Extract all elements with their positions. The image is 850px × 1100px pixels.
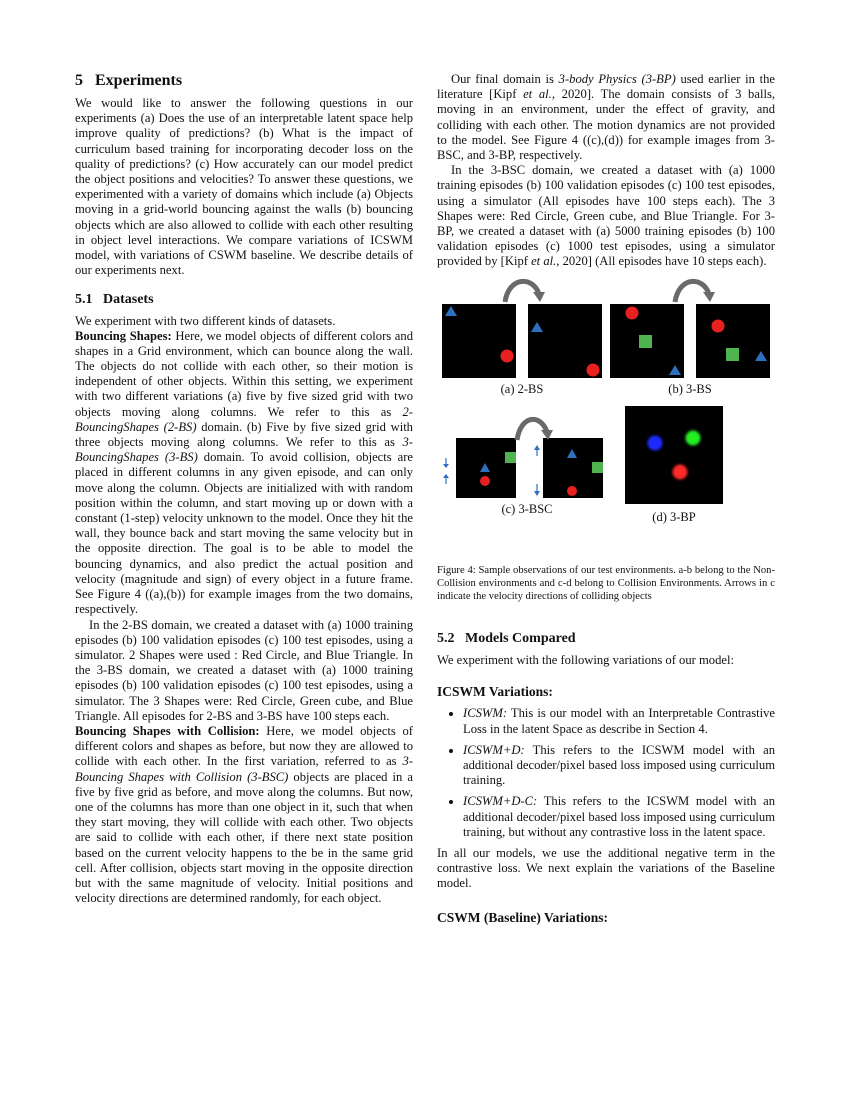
list-item — [463, 743, 775, 789]
frame-balls — [625, 406, 723, 504]
blue-triangle — [480, 463, 490, 472]
subsection-title-datasets: 5.1 Datasets — [75, 292, 154, 308]
bouncing-collision-label: Bouncing Shapes with Collision: — [75, 723, 260, 738]
green-square — [726, 348, 739, 361]
bsc-text-1: Here, we model objects of different colors and shapes as before, but now they are allowed to collide with each other. In the first variation, referred to as — [75, 723, 413, 769]
list-item — [463, 794, 775, 840]
blue-triangle — [531, 322, 543, 332]
caption-b: (b) 3-BS — [668, 381, 712, 396]
intro-paragraph: We would like to answer the following questions in our experiments (a) Does the use of an interpretable latent space help improve quality of predictions? (b) What is the impact of curriculum based training for incorporating decoder loss on the quality of predictions? (c) How accurately can our model predict the object positions and velocities? To answer these questions, we experimented with a variety of domains which include (a) Objects moving in a grid-world bouncing against the walls (b) bouncing objects which are also allowed to collide with each other resulting in object level interactions. We compare variations of ICSWM model, with variations of CSWM baseline. We describe details of our experiments next. — [75, 96, 413, 278]
caption-c: (c) 3-BSC — [501, 501, 553, 516]
p1-b: used earlier in the literature [Kipf — [437, 72, 775, 102]
panel-3bs-frame1 — [610, 304, 684, 378]
red-circle — [567, 486, 577, 496]
p2-a: In the 3-BSC domain, we created a dataset with (a) 1000 training episodes (b) 100 validation episodes (c) 100 test episodes, using a simulator (All episodes have 100 steps each). The 3 Shapes were: Red Circle, Green cube, and Blue Triangle. For 3-BP, we created a dataset with (a) 5000 training episodes (b) 100 validation episodes (c) 1000 test episodes, using a simulator provided by [Kipf — [437, 163, 775, 269]
p2-etal: et al. — [531, 254, 557, 269]
item-text: This refers to the ICSWM model with an additional decoder/pixel based loss imposed using curriculum training. — [463, 742, 775, 788]
panel-2bs-frame1 — [442, 304, 516, 378]
bs-text-1: Here, we model objects of different colors and shapes in a Grid environment, which can bounce along the wall. The objects do not collide with each other, so their motion is independent of other objects. Within this setting, we experiment with two different variations (a) five by five sized grid with two objects moving along columns. We refer to this as — [75, 328, 413, 419]
frame-shapes — [610, 304, 684, 378]
figure-4 — [437, 284, 775, 564]
bs-dataset-paragraph: In the 2-BS domain, we created a dataset with (a) 1000 training episodes (b) 100 validation episodes (c) 100 test episodes, using a simulator. 2 Shapes were used : Red Circle, and Blue Triangle. In the 3-BS domain, we created a dataset with (a) 1000 training episodes (b) 100 validation episodes (c) 100 test episodes, using a simulator. The 3 Shapes were: Red Circle, Green cube, and Blue Triangle. All episodes for 2-BS and 3-BS have 100 steps each. — [75, 617, 413, 723]
green-square — [639, 335, 652, 348]
left-column — [75, 72, 413, 906]
icswm-variations-list — [437, 706, 775, 840]
p1-em: 3-body Physics (3-BP) — [558, 72, 676, 86]
item-name: ICSWM+D-C: — [463, 794, 538, 809]
bsc-em: 3-Bouncing Shapes with Collision (3-BSC) — [75, 754, 413, 784]
caption-a: (a) 2-BS — [500, 381, 544, 396]
frame-shapes — [442, 304, 516, 378]
blue-triangle — [445, 306, 457, 316]
panel-3bsc-frame2 — [543, 438, 603, 498]
frame-shapes — [543, 438, 603, 498]
caption-d: (d) 3-BP — [652, 509, 696, 524]
bs-text-3: domain. To avoid collision, objects are placed in different columns in any given episode, and can only move along the column. Objects are initialized with with random position within the column, and start moving up or down with a constant (1-step) velocity unknown to the model. Once they hit the wall, they bounce back and start moving the same velocity but in the opposite direction. The goal is to be able to model the bouncing dynamics, and also predict the actual position and velocity (magnitude and sign) of every object in a future frame. See Figure 4 ((a),(b)) for example images from the two domains, respectively. — [75, 450, 413, 617]
green-ball — [686, 430, 701, 445]
blue-triangle — [567, 449, 577, 458]
bsc-text-2: objects are placed in a five by five grid as before, and move along the columns. But now, one of the columns has more than one object in it, such that when they start moving, they will collide with each other. Two objects are said to collide with each other, if there next state position based on the current velocity happens to the be in the same grid cell. After collision, objects start moving in the opposite direction but with the same magnitude of velocity. Initial positions and velocity directions are determined randomly, for each object. — [75, 769, 413, 906]
arrow-3bsc — [509, 412, 555, 442]
item-name: ICSWM+D: — [463, 742, 525, 757]
arrow-3bs — [667, 276, 717, 306]
red-circle — [480, 476, 490, 486]
frame-shapes — [528, 304, 602, 378]
cswm-variations-title: CSWM (Baseline) Variations: — [437, 909, 609, 925]
frame-shapes — [456, 438, 516, 498]
panel-3bsc-frame1 — [456, 438, 516, 498]
p1-etal: et al. — [523, 87, 552, 102]
green-square — [505, 452, 516, 463]
bs-em-3bs: 3-BouncingShapes (3-BS) — [75, 435, 413, 465]
blue-triangle — [669, 365, 681, 375]
3bp-paragraph — [437, 72, 775, 163]
red-circle — [587, 363, 600, 376]
velocity-arrows-right — [531, 444, 543, 498]
models-intro: We experiment with the following variations of our model: — [437, 653, 734, 668]
red-ball — [673, 464, 688, 479]
section-title-experiments: 5 Experiments — [75, 72, 183, 89]
bouncing-shapes-label: Bouncing Shapes: — [75, 328, 172, 343]
p1-c: , 2020]. The domain consists of 3 balls, moving in an environment, under the effect of gravity, and colliding with each other. The motion dynamics are not provided to the model. See Figure 4 ((c),(d)) for example images from 3-BSC, and 3-BP, respectively. — [437, 87, 775, 163]
frame-shapes — [696, 304, 770, 378]
bs-text-2: domain. (b) Five by five sized grid with three objects moving along columns. We refer to this as — [75, 419, 413, 450]
panel-2bs-frame2 — [528, 304, 602, 378]
closing-paragraph: In all our models, we use the additional negative term in the contrastive loss. We next explain the variations of the Baseline model. — [437, 846, 775, 891]
green-square — [592, 462, 603, 473]
panel-3bp — [625, 406, 723, 504]
item-text: This is our model with an Interpretable Contrastive Loss in the latent Space as describe in Section 4. — [463, 706, 775, 736]
icswm-variations-title: ICSWM Variations: — [437, 684, 553, 700]
figure-caption: Figure 4: Sample observations of our test environments. a-b belong to the Non-Collision environments and c-d belong to Collision Environments. Arrows in c indicate the velocity directions of colliding objects — [437, 564, 775, 603]
p1-a: Our final domain is — [451, 72, 559, 86]
velocity-arrows-left — [439, 456, 453, 486]
red-circle — [501, 349, 514, 362]
red-circle — [712, 319, 725, 332]
item-text: This refers to the ICSWM model with an additional decoder/pixel based loss imposed using curriculum training, but without any contrastive loss in the latent space. — [463, 794, 775, 839]
blue-ball — [648, 435, 663, 450]
item-name: ICSWM: — [463, 706, 508, 721]
arrow-2bs — [497, 276, 547, 306]
3bsc-dataset-paragraph — [437, 163, 775, 269]
subsection-title-models: 5.2 Models Compared — [437, 631, 576, 647]
list-item — [463, 706, 775, 736]
blue-triangle — [755, 351, 767, 361]
red-circle — [626, 306, 639, 319]
bouncing-shapes-paragraph — [75, 329, 413, 618]
p2-b: , 2020] (All episodes have 10 steps each). — [556, 254, 767, 269]
bouncing-collision-paragraph — [75, 724, 413, 906]
panel-3bs-frame2 — [696, 304, 770, 378]
right-column — [437, 72, 775, 932]
datasets-intro: We experiment with two different kinds of datasets. — [75, 314, 336, 329]
bs-em-2bs: 2-BouncingShapes (2-BS) — [75, 404, 413, 434]
